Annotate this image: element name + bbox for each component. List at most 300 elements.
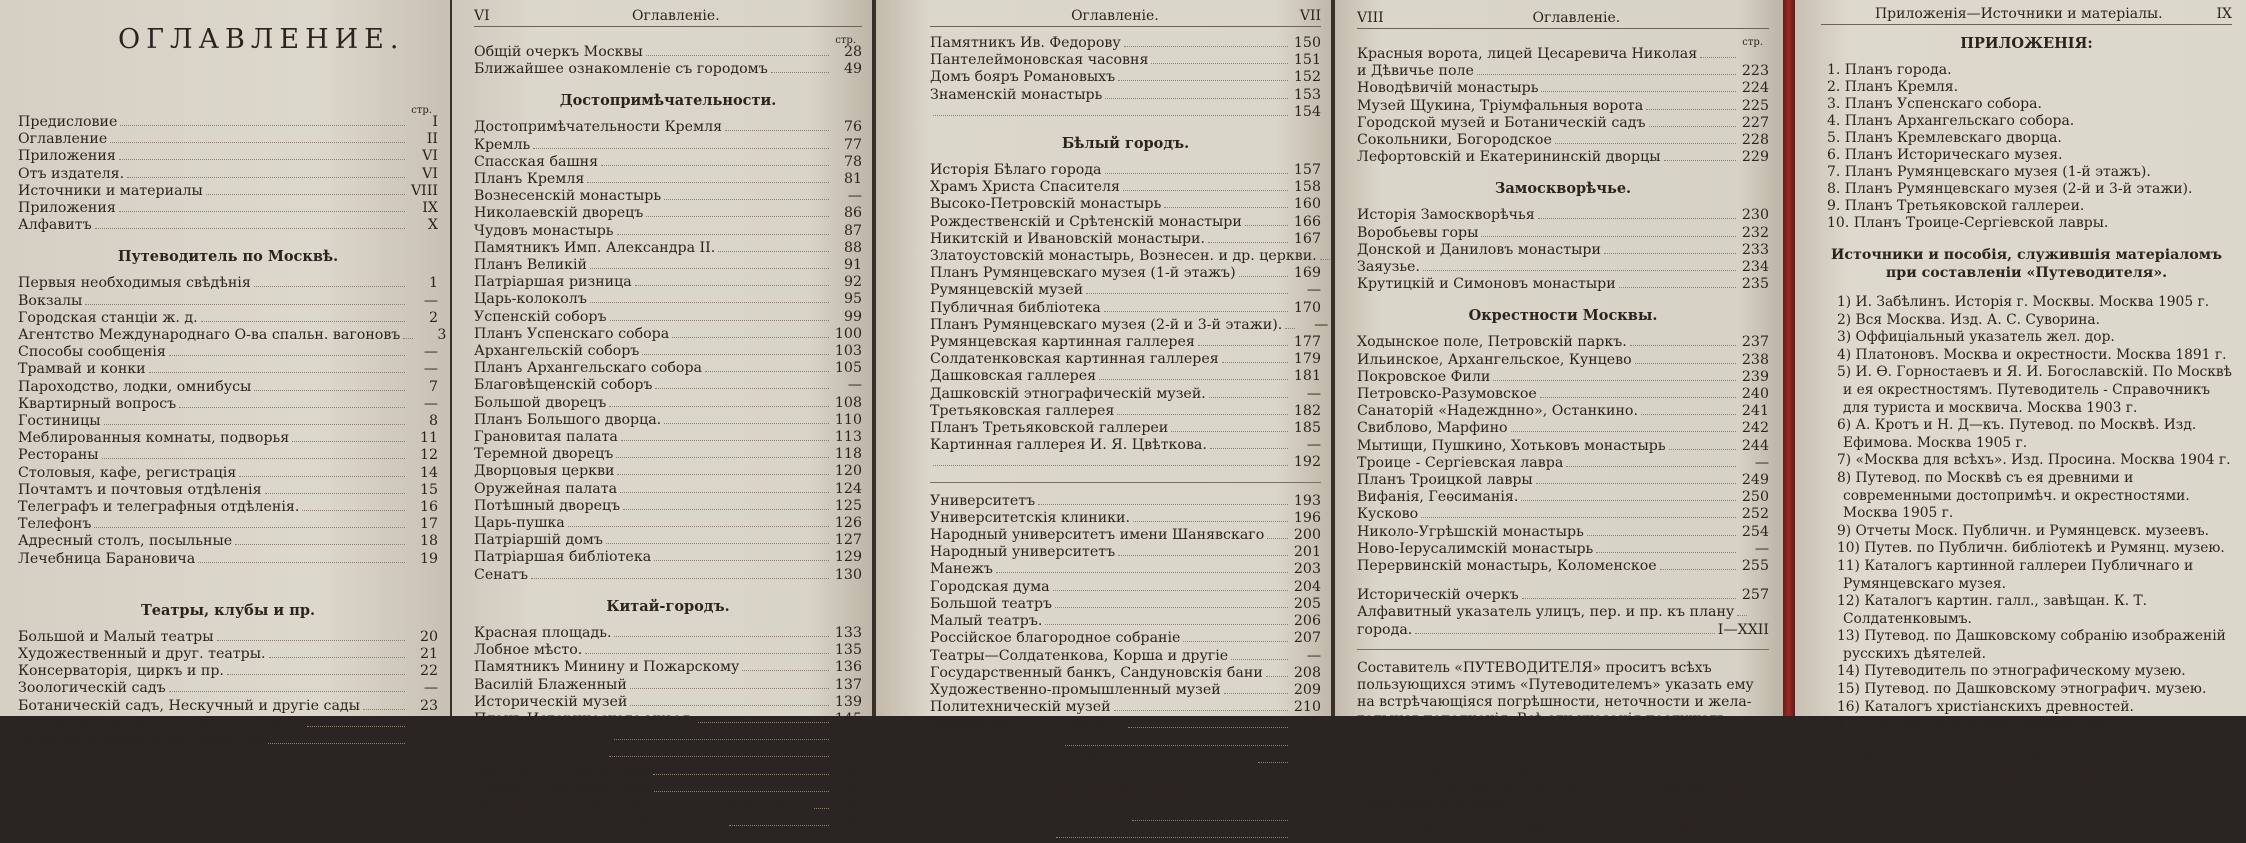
entry-page: IX — [422, 200, 438, 217]
entry-page: 7 — [428, 378, 438, 395]
entry-page: 237 — [1741, 334, 1769, 351]
note-line: тельныя пополненія. Всѣ эти указанія послужатъ — [1357, 710, 1727, 727]
toc-entry — [18, 148, 438, 165]
dot-leader — [1105, 98, 1288, 99]
entry-page: 100 — [834, 325, 862, 342]
entry-page: 86 — [843, 205, 862, 222]
dot-leader — [1536, 483, 1736, 484]
entry-title: Памятникъ Минину и Пожарскому — [474, 659, 740, 676]
dot-leader — [614, 636, 829, 637]
entry-title: Художественный и друг. театры. — [18, 646, 266, 663]
entry-page: 91 — [843, 257, 862, 274]
entry-title: Исторія Замоскворѣчья — [1357, 207, 1535, 224]
entry-title: города. — [1357, 621, 1413, 638]
toc-entry — [474, 257, 862, 274]
entry-title: Третьяковская галлерея — [930, 402, 1115, 419]
toc-entry — [474, 291, 862, 308]
toc-entry — [474, 240, 862, 257]
toc-entry — [18, 396, 438, 413]
source-item: 13) Путевод. по Дашковскому собранію изображеній русскихъ дѣятелей. — [1837, 628, 2226, 662]
dot-leader — [635, 285, 829, 286]
entry-page: 152 — [1293, 69, 1321, 86]
entry-page: 148 — [834, 779, 862, 796]
entry-title: Румянцевскій музей — [930, 282, 1084, 299]
entry-title: Университетъ — [930, 492, 1036, 509]
toc-entry — [930, 403, 1321, 420]
divider — [930, 482, 1321, 483]
dot-leader — [630, 705, 829, 706]
toc-entry — [930, 682, 1321, 699]
entry-page: 149 — [834, 796, 862, 813]
toc-entry — [474, 395, 862, 412]
entry-title: Казанскій соборъ — [474, 745, 607, 762]
dot-leader — [1118, 555, 1288, 556]
toc-entry — [1357, 420, 1769, 437]
entry-title: Народный университетъ имени Шанявскаго — [930, 527, 1265, 544]
toc-entry — [474, 119, 862, 136]
running-head — [930, 8, 1321, 27]
entry-title: Петровско-Разумовское — [1357, 386, 1537, 403]
toc-entry — [18, 715, 438, 732]
dot-leader — [1198, 345, 1288, 346]
dot-leader — [1117, 414, 1288, 415]
entry-page: 157 — [1293, 162, 1321, 179]
section-heading: Достопримѣчательности. — [559, 92, 777, 110]
entry-page: 229 — [1741, 149, 1769, 166]
dot-leader — [292, 441, 405, 442]
dot-leader — [1151, 63, 1288, 64]
toc-entry — [1357, 369, 1769, 386]
dot-leader — [1183, 641, 1288, 642]
dot-leader — [610, 320, 829, 321]
compiler-note — [1357, 660, 1769, 813]
entry-title: и Дѣвичье поле — [1357, 63, 1474, 80]
entry-title: Ново-Іерусалимскій монастырь — [1357, 540, 1594, 557]
entry-title: Потѣшный дворецъ — [474, 497, 621, 514]
entry-page: 49 — [843, 61, 862, 78]
entry-page: 209 — [1293, 681, 1321, 698]
toc-entry — [18, 663, 438, 680]
entry-page: 250 — [1741, 489, 1769, 506]
entry-title: Источники и материалы — [18, 182, 203, 199]
entry-page: — — [423, 361, 438, 378]
entry-page: 137 — [834, 676, 862, 693]
entry-page: 227 — [1741, 114, 1769, 131]
dot-leader — [119, 211, 405, 212]
dot-leader — [120, 125, 405, 126]
toc-entry — [1357, 558, 1769, 575]
entry-page: 208 — [1293, 664, 1321, 681]
dot-leader — [1124, 46, 1288, 47]
source-item: 1) И. Забѣлинъ. Исторія г. Москвы. Москва 1905 г. — [1837, 294, 2210, 310]
toc-entry — [474, 814, 862, 831]
toc-entry — [930, 300, 1321, 317]
toc-entry — [18, 413, 438, 430]
dot-leader — [1065, 745, 1288, 746]
entry-page: 77 — [843, 136, 862, 153]
toc-entry — [474, 532, 862, 549]
entry-page: 15 — [419, 481, 438, 498]
toc-entry — [930, 665, 1321, 682]
entry-title: Городская станціи ж. д. — [18, 309, 198, 326]
entry-page: — — [423, 395, 438, 412]
entry-title: Патріаршая библіотека — [474, 549, 652, 566]
entry-title: Лобное мѣсто. — [474, 642, 583, 659]
entry-title: Общій очеркъ Москвы — [474, 44, 643, 60]
toc-entry — [474, 223, 862, 240]
environs-list — [1357, 334, 1769, 575]
dot-leader — [179, 407, 405, 408]
dot-leader — [1664, 160, 1736, 161]
entry-page: — — [1306, 282, 1321, 299]
entry-title: Университетскія клиники. — [930, 509, 1131, 526]
toc-entry — [18, 430, 438, 447]
dot-leader — [933, 115, 1288, 116]
entry-page: 177 — [1293, 334, 1321, 351]
entry-page: 92 — [843, 274, 862, 291]
entry-page: 224 — [1741, 80, 1769, 97]
note-line: пользующихся этимъ «Путеводителемъ» указать ему — [1357, 676, 1754, 693]
entry-page: 225 — [1741, 97, 1769, 114]
dot-leader — [254, 390, 405, 391]
source-item: 4) Платоновъ. Москва и окрестности. Москва 1891 г. — [1837, 346, 2227, 363]
toc-entry — [474, 44, 862, 61]
entry-page: 3 — [437, 327, 447, 344]
entry-title: Патріаршая ризница — [474, 274, 632, 291]
entry-page: 241 — [1741, 403, 1769, 420]
dot-leader — [620, 492, 829, 493]
entry-title: Городская дума — [930, 578, 1050, 595]
source-item: 6) А. Кротъ и Н. Д—къ. Путевод. по Москвѣ. Изд. Ефимова. Москва 1905 г. — [1837, 417, 2197, 451]
dot-leader — [616, 457, 829, 458]
entry-page: 108 — [834, 394, 862, 411]
entry-page: 203 — [1293, 561, 1321, 578]
dot-leader — [1669, 449, 1736, 450]
dot-leader — [1541, 91, 1736, 92]
entry-page: 219 — [1293, 750, 1321, 767]
entry-page: 22 — [419, 663, 438, 680]
dot-leader — [617, 474, 829, 475]
toc-entry — [474, 728, 862, 745]
entry-title: Планъ Троицкой лавры — [1357, 472, 1533, 489]
dot-leader — [119, 159, 405, 160]
entry-page: — — [1754, 540, 1769, 557]
dot-leader — [609, 756, 829, 757]
dot-leader — [1053, 590, 1288, 591]
entry-title: Ботаническій садъ, Нескучный и другіе сады — [18, 697, 360, 714]
appendix-item: 10. Планъ Троице-Сергіевской лавры. — [1827, 215, 2109, 231]
toc-entry — [1357, 541, 1769, 558]
entry-title: Заиконоспасскій и Николаевскій монастыри — [474, 796, 811, 813]
dot-leader — [1477, 74, 1736, 75]
entry-title: Россійское благородное собраніе — [930, 630, 1181, 647]
entry-page: 235 — [1741, 276, 1769, 293]
entry-title: Василій Блаженный — [474, 676, 627, 693]
sources-heading-line: при составленіи «Путеводителя». — [1885, 265, 2168, 281]
dot-leader — [235, 544, 405, 545]
dot-leader — [1604, 253, 1736, 254]
entry-page: 170 — [1293, 299, 1321, 316]
dot-leader — [307, 726, 405, 727]
toc-entry — [930, 316, 1329, 334]
appendix-item: 8. Планъ Румянцевскаго музея (2-й и 3-й этажи). — [1827, 181, 2193, 197]
entry-page: 81 — [843, 171, 862, 188]
entry-title: Большой дворецъ — [474, 394, 607, 411]
dot-leader — [102, 458, 405, 459]
toc-entry — [474, 797, 862, 814]
toc-entry — [474, 137, 862, 154]
appendix-item: 2. Планъ Кремля. — [1827, 79, 1959, 95]
entry-page: 12 — [419, 447, 438, 464]
entry-title: Планъ Большого дворца. — [474, 411, 662, 428]
entry-page: 2 — [428, 309, 438, 326]
entry-title: Грановитая палата — [474, 429, 618, 446]
white-city-list — [930, 162, 1329, 472]
entry-title: Историческій музей — [474, 693, 628, 710]
dot-leader — [1596, 552, 1736, 553]
toc-entry — [930, 104, 1321, 121]
entry-title: Ходынское поле, Петровскій паркъ. — [1357, 334, 1627, 351]
toc-entry — [930, 826, 1321, 843]
guide-list — [18, 275, 447, 567]
toc-entry — [1357, 455, 1769, 472]
toc-entry — [930, 493, 1321, 510]
toc-entry — [930, 162, 1321, 179]
entry-title: Свиблово, Марфино — [1357, 420, 1508, 437]
entry-title: Кусково — [1357, 506, 1419, 523]
toc-entry — [18, 310, 438, 327]
kitay-list — [474, 625, 862, 831]
entry-title: Рестораны — [18, 447, 99, 464]
appendix-item: 5. Планъ Кремлевскаго дворца. — [1827, 130, 2062, 146]
note-line: либо указанія, выслать экземпляръ «Путеводителя» — [1357, 778, 1748, 795]
toc-entry — [18, 131, 438, 148]
entry-title: Иверская часовня — [474, 728, 612, 745]
toc-entry — [930, 351, 1321, 368]
toc-entry — [930, 368, 1321, 385]
toc-entry — [930, 579, 1321, 596]
running-title: Оглавленіе. — [631, 8, 720, 24]
entry-page: 127 — [834, 532, 862, 549]
dot-leader — [1104, 311, 1288, 312]
running-head — [1821, 6, 2232, 25]
page-contents-1 — [0, 0, 450, 749]
entry-page: 1 — [428, 275, 438, 292]
dot-leader — [623, 509, 829, 510]
entry-title: Санаторій «Надежднно», Останкино. — [1357, 403, 1638, 420]
entry-title: Предисловие — [18, 114, 118, 130]
dot-leader — [1421, 517, 1736, 518]
toc-entry — [474, 567, 862, 584]
toc-entry — [474, 274, 862, 291]
toc-entry — [1357, 276, 1769, 293]
entry-page: 149 — [834, 814, 862, 831]
toc-entry — [474, 343, 862, 360]
entry-title: Приложения — [18, 200, 116, 217]
entry-title: Ильинское, Архангельское, Кунцево — [1357, 351, 1632, 368]
entry-page: 220 — [1293, 808, 1321, 825]
toc-entry — [18, 275, 438, 292]
toc-entry — [18, 698, 438, 715]
entry-title: Оглавление — [18, 131, 108, 148]
entry-title: Кремль — [474, 136, 531, 153]
dot-leader — [206, 194, 405, 195]
appendix-item: 6. Планъ Историческаго музея. — [1827, 147, 2063, 163]
entry-page: — — [423, 292, 438, 309]
entry-title: Новодѣвичій монастырь — [1357, 80, 1539, 97]
source-item: 5) И. Ѳ. Горностаевъ и Я. И. Богославскій. По Москвѣ и ея окрестностямъ. Путеводитель - Справочникъ для туриста и москвича. Москва 1903 г. — [1837, 364, 2232, 416]
section-heading: Окрестности Москвы. — [1468, 307, 1658, 325]
toc-entry — [1357, 472, 1769, 489]
toc-entry — [1357, 524, 1769, 541]
toc-entry — [18, 465, 438, 482]
entry-page: 8 — [428, 413, 438, 430]
toc-entry — [474, 763, 862, 780]
dot-leader — [1415, 633, 1714, 634]
entry-page: 78 — [843, 153, 862, 170]
toc-entry — [1357, 132, 1769, 149]
entry-page: 255 — [1741, 558, 1769, 575]
toc-entry — [474, 205, 862, 222]
toc-entry — [930, 648, 1321, 665]
source-item: 9) Отчеты Моск. Публичн. и Румянцевск. музеевъ. — [1837, 522, 2210, 539]
dot-leader — [1566, 466, 1736, 467]
entry-page: 129 — [834, 549, 862, 566]
entry-title: Картинная галлерея И. Я. Цвѣткова. — [930, 437, 1207, 454]
entry-title: Оружейная палата — [474, 480, 618, 497]
entry-title: Квартирный вопросъ — [18, 395, 177, 412]
earth-city-list — [930, 809, 1321, 843]
dot-leader — [1587, 535, 1736, 536]
entry-title: Большой и Малый театры — [18, 628, 214, 645]
entry-page: 99 — [843, 308, 862, 325]
toc-entry — [930, 35, 1321, 52]
toc-entry — [474, 446, 862, 463]
toc-entry — [474, 677, 862, 694]
toc-entry — [1357, 225, 1769, 242]
entry-title: Успенскій соборъ — [474, 308, 607, 325]
entry-title: Отъ издателя. — [18, 165, 125, 182]
toc-entry — [18, 217, 438, 234]
entry-page: 221 — [1293, 826, 1321, 843]
entry-title: Николо-Угрѣшскій монастырь — [1357, 523, 1584, 540]
dot-leader — [533, 148, 829, 149]
dot-leader — [269, 657, 405, 658]
dot-leader — [1737, 615, 1747, 616]
dot-leader — [254, 286, 405, 287]
entry-title: Высоко-Петровскій монастырь — [930, 196, 1162, 213]
toc-entry — [930, 87, 1321, 104]
entry-title: Средніе Торговые ряды — [474, 779, 652, 796]
entry-page: 228 — [1741, 132, 1769, 149]
entry-title: Петровскій паркъ, бульвары и скверы — [18, 714, 304, 731]
divider — [1357, 649, 1769, 650]
toc-entry — [930, 510, 1321, 527]
toc-entry — [1357, 489, 1769, 506]
entry-title: Пароходство, лодки, омнибусы — [18, 378, 252, 395]
dot-leader — [705, 371, 829, 372]
dot-leader — [646, 55, 829, 56]
entry-page: 167 — [1293, 230, 1321, 247]
entry-title: Столовыя, кафе, регистрація — [18, 464, 237, 481]
dot-leader — [1646, 109, 1736, 110]
note-line: на встрѣчающіяся погрѣшности, неточности и жела- — [1357, 693, 1752, 710]
entry-title: Почтамтъ и почтовыя отдѣленія — [18, 481, 262, 498]
page-column-label: стр. — [835, 35, 856, 46]
entry-title: Аквариумъ К. К. Гиппіуса — [930, 716, 1125, 733]
dot-leader — [1239, 276, 1288, 277]
front-matter-list — [18, 114, 438, 234]
entry-page: 239 — [1741, 368, 1769, 385]
entry-title: Училище живописи, Воспитательный домъ — [930, 750, 1256, 767]
entry-title: Телеграфъ и телеграфныя отдѣленія. — [18, 499, 300, 516]
dot-leader — [1267, 538, 1288, 539]
toc-entry — [1357, 438, 1769, 455]
source-item: 17) Каталогъ доисторич. древностей. — [1837, 716, 2111, 733]
entry-page: 193 — [1293, 492, 1321, 509]
dot-leader — [609, 406, 829, 407]
dot-leader — [642, 354, 829, 355]
entry-page: 179 — [1293, 351, 1321, 368]
entry-page: 196 — [1293, 509, 1321, 526]
entry-title: Сокольники, Богородское — [1357, 132, 1552, 149]
entry-title: Дашковская галлерея — [930, 368, 1097, 385]
dot-leader — [590, 268, 829, 269]
entry-page: 207 — [1293, 630, 1321, 647]
toc-entry — [18, 447, 438, 464]
entry-page: 169 — [1293, 265, 1321, 282]
source-item: 16) Каталогъ христіанскихъ древностей. — [1837, 698, 2134, 715]
toc-entry — [930, 52, 1321, 69]
entry-title: Заяузье. — [1357, 259, 1420, 276]
dot-leader — [302, 510, 405, 511]
entry-page: I — [432, 114, 438, 130]
page-appendices — [1795, 0, 2246, 786]
entry-title: Кустарный музей — [930, 733, 1063, 750]
toc-entry — [930, 544, 1321, 561]
toc-entry — [474, 498, 862, 515]
dot-leader — [1128, 727, 1288, 728]
dot-leader — [403, 338, 413, 339]
dot-leader — [85, 304, 405, 305]
dot-leader — [1099, 379, 1288, 380]
dot-leader — [1423, 270, 1736, 271]
dot-leader — [201, 321, 405, 322]
entry-page: 238 — [1741, 351, 1769, 368]
entry-title: Исторія Земляного города — [930, 808, 1130, 825]
source-item: 12) Каталогъ картин. галл., завѣщан. К. Т. Солдатенковымъ. — [1837, 593, 2148, 627]
dot-leader — [646, 216, 829, 217]
toc-entry — [474, 360, 862, 377]
dot-leader — [1222, 362, 1288, 363]
entry-title: Планъ Кремля — [474, 171, 585, 188]
toc-entry — [474, 481, 862, 498]
dot-leader — [1056, 837, 1288, 838]
dot-leader — [996, 572, 1288, 573]
entry-page: VIII — [410, 182, 438, 199]
entry-page: 145 — [834, 710, 862, 727]
source-item: 18) Каталогъ русскихъ древностей. — [1837, 733, 2096, 750]
entry-title: Сенатъ — [474, 566, 529, 583]
dot-leader — [601, 165, 829, 166]
dot-leader — [1320, 259, 1330, 260]
entry-title: Планъ Румянцевскаго музея (2-й и 3-й этажи). — [930, 316, 1283, 333]
dot-leader — [95, 228, 405, 229]
toc-entry — [474, 188, 862, 205]
entry-page: 150 — [1293, 35, 1321, 51]
entry-title: Дашковскій этнографическій музей. — [930, 385, 1206, 402]
toc-entry — [18, 344, 438, 361]
